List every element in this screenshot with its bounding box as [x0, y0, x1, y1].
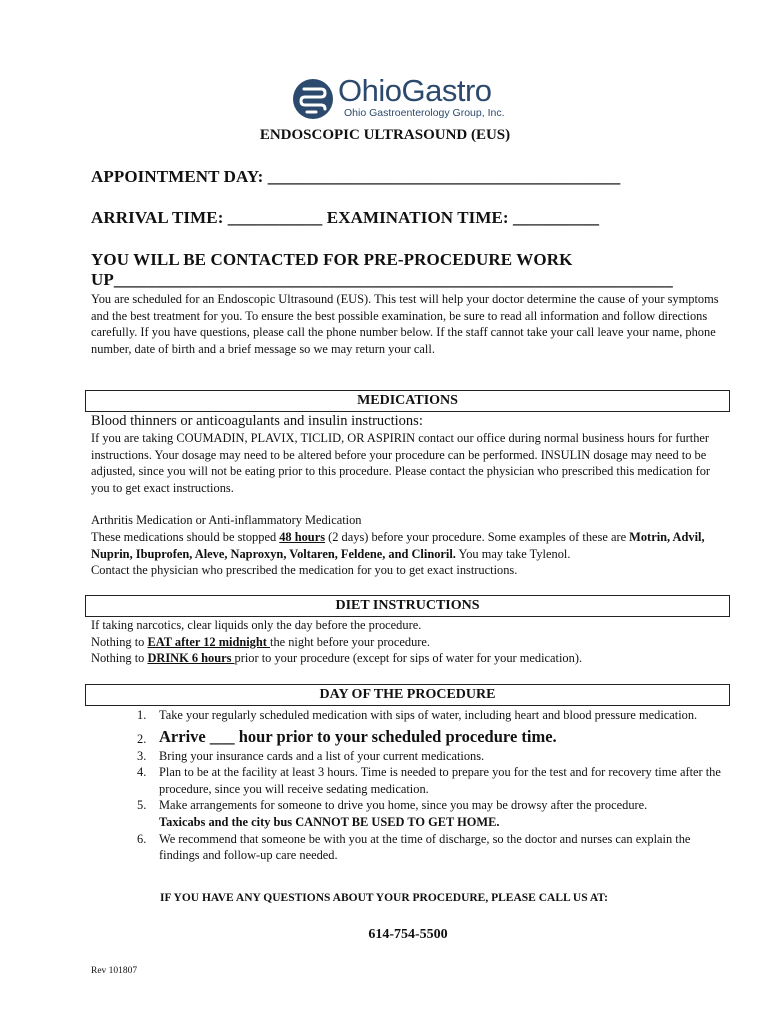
- medications-subheading: Blood thinners or anticoagulants and insulin instructions:: [91, 413, 423, 429]
- list-number: 1.: [137, 708, 147, 722]
- list-item-text: Make arrangements for someone to drive you home, since you may be drowsy after the procedure.: [159, 798, 648, 813]
- intestine-icon: [292, 78, 334, 120]
- arthritis-text-2: (2 days) before your procedure. Some examples of these are: [325, 530, 630, 544]
- list-item: [137, 748, 727, 765]
- diet-instructions: [91, 617, 726, 667]
- intro-paragraph: You are scheduled for an Endoscopic Ultrasound (EUS). This test will help your doctor determine the cause of your symptoms and the best treatment for you. To ensure the best possible examination, be sure to read all information and follow directions carefully. If you have questions, please call the phone number below. If the staff cannot take your call leave your name, phone number, date of birth and a brief message so we may return your call.: [91, 292, 719, 356]
- medications-header: MEDICATIONS: [85, 390, 730, 412]
- procedure-steps-list: [137, 707, 727, 864]
- list-item: [137, 831, 727, 864]
- arthritis-heading: Arthritis Medication or Anti-inflammatory Medication: [91, 513, 362, 527]
- diet-line-3-pre: Nothing to: [91, 651, 148, 666]
- logo-word-gastro: Gastro: [401, 73, 492, 108]
- diet-line-1: If taking narcotics, clear liquids only the day before the procedure.: [91, 618, 422, 632]
- list-item: [137, 707, 727, 724]
- diet-drink-hours: DRINK 6 hours: [147, 651, 235, 666]
- document-title: ENDOSCOPIC ULTRASOUND (EUS): [259, 127, 511, 143]
- diet-line-2-post: the night before your procedure.: [270, 634, 430, 649]
- list-number: 2.: [137, 731, 147, 746]
- logo-word-ohio: Ohio: [338, 73, 402, 108]
- list-item: [137, 764, 727, 797]
- list-number: 3.: [137, 748, 147, 763]
- list-number: 5.: [137, 798, 147, 813]
- arthritis-text-3: You may take Tylenol.: [455, 546, 571, 561]
- arthritis-text-1: These medications should be stopped: [91, 530, 280, 544]
- list-item-text: Take your regularly scheduled medication with sips of water, including heart and blood pressure medication.: [159, 708, 698, 722]
- list-item-text: We recommend that someone be with you at the time of discharge, so the doctor and nurses can explain the findings and follow-up care needed.: [159, 831, 691, 863]
- appointment-day-line: APPOINTMENT DAY: _________________________________________: [91, 167, 621, 186]
- arthritis-drug-list: Motrin, Advil, Nuprin, Ibuprofen, Aleve, Naproxyn, Voltaren, Feldene, and Clinoril.: [91, 530, 705, 561]
- diet-line-2-pre: Nothing to: [91, 634, 148, 649]
- list-item: [137, 797, 727, 830]
- diet-line-3-post: prior to your procedure (except for sips of water for your medication).: [234, 651, 583, 666]
- diet-line-3: [91, 650, 726, 667]
- list-item-bold-text: Taxicabs and the city bus CANNOT BE USED TO GET HOME.: [159, 814, 500, 829]
- revision-number: Rev 101807: [91, 966, 138, 976]
- diet-header: DIET INSTRUCTIONS: [85, 595, 730, 617]
- blood-thinners-paragraph: If you are taking COUMADIN, PLAVIX, TICLID, OR ASPIRIN contact our office during normal business hours for further instructions. Your dosage may need to be altered before your procedure can be performed. INSULIN dosage may need to be adjusted, since you will not be eating prior to this procedure. Please contact the physician who prescribed this medication for you to get exact instructions.: [91, 431, 711, 495]
- day-of-procedure-header: DAY OF THE PROCEDURE: [85, 684, 730, 706]
- phone-number: 614-754-5500: [368, 927, 448, 942]
- arthritis-hours: 48 hours: [279, 530, 326, 544]
- list-item: [137, 727, 727, 747]
- diet-eat-after: EAT after 12 midnight: [147, 634, 270, 649]
- logo-wordmark: [338, 73, 492, 108]
- preprocedure-line-1: YOU WILL BE CONTACTED FOR PRE-PROCEDURE WORK: [91, 250, 573, 269]
- questions-line: IF YOU HAVE ANY QUESTIONS ABOUT YOUR PROCEDURE, PLEASE CALL US AT:: [160, 892, 608, 904]
- diet-line-2: [91, 634, 726, 651]
- list-item-text: Bring your insurance cards and a list of your current medications.: [159, 748, 485, 763]
- logo-subtitle: Ohio Gastroenterology Group, Inc.: [344, 107, 505, 119]
- ohio-gastro-logo: [292, 73, 532, 122]
- arrival-time-line: ARRIVAL TIME: ___________ EXAMINATION TIME: __________: [91, 208, 600, 227]
- list-number: 6.: [137, 831, 147, 846]
- list-item-text: Plan to be at the facility at least 3 hours. Time is needed to prepare you for the test and for recovery time after the procedure, since you will receive sedating medication.: [159, 765, 721, 796]
- arthritis-paragraph: [91, 529, 726, 579]
- preprocedure-line-2: UP_________________________________________________________________: [91, 270, 673, 289]
- list-number: 4.: [137, 765, 147, 780]
- arthritis-text-4: Contact the physician who prescribed the medication for you to get exact instructions.: [91, 563, 518, 578]
- list-item-text: Arrive ___ hour prior to your scheduled procedure time.: [159, 726, 557, 746]
